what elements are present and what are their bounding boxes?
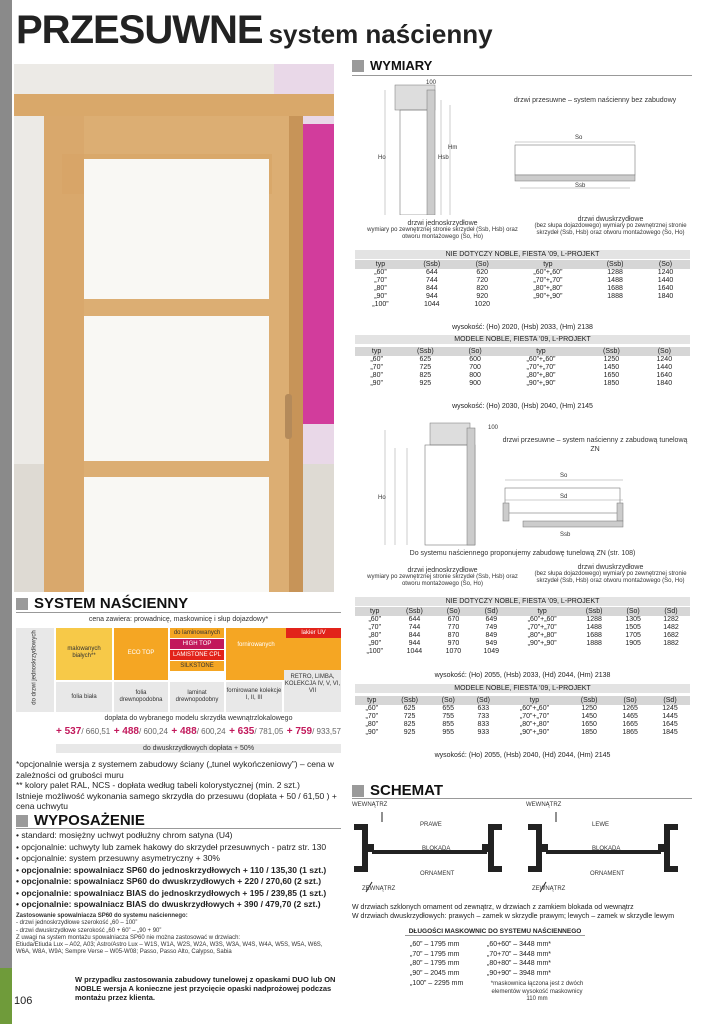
diag-label-ho: Ho — [378, 155, 386, 161]
table-cell: 1688 — [607, 285, 623, 292]
table-cell: 833 — [477, 721, 490, 728]
table-cell: 820 — [476, 285, 489, 292]
table-cell: 949 — [485, 640, 498, 647]
table-cell: 1705 — [625, 632, 641, 639]
column-header: (Ssb) — [394, 607, 434, 616]
table-cell: „60”+„60” — [526, 356, 556, 363]
table-cell: 1440 — [657, 277, 674, 284]
divider — [16, 828, 341, 829]
list-item: • standard: mosiężny uchwyt podłużny chrom satyna (U4) — [16, 830, 233, 840]
table-cell: 1288 — [586, 616, 602, 623]
table-cell: „90” — [365, 729, 378, 736]
column-header: (Ssb) — [398, 347, 452, 356]
col-lamin: do laminowanych HIGH TOP LAMISTONE CPL SILKSTONE — [170, 628, 224, 680]
table-row — [355, 380, 690, 388]
table-cell: 755 — [442, 713, 455, 720]
table-row — [355, 713, 690, 721]
table-row — [355, 293, 690, 301]
sub-fornirowane: fornirowane kolekcje I, II, III — [226, 682, 282, 712]
table-cell: 900 — [469, 380, 481, 387]
table-cell: 925 — [419, 380, 432, 387]
table-cell: 644 — [425, 269, 438, 276]
left-color-strip — [0, 0, 12, 1024]
b2-intro: Do systemu naściennego proponujemy zabudowę tunelową ZN (str. 108) — [409, 550, 636, 557]
section-marker-icon — [352, 60, 364, 72]
list-item: „60” – 1795 mm — [410, 941, 460, 948]
table-cell: 1240 — [657, 269, 674, 276]
diag-label-so: So — [575, 135, 583, 141]
b1-double-head: drzwi dwuskrzydłowe (bez słupa dojazdowego) wymiary po zewnętrznej stronie skrzydeł (Ssb, Hsb) oraz otworu montażowego (So, Ho) — [534, 216, 687, 236]
table-cell: „60”+„60” — [519, 705, 549, 712]
table-cell: 1250 — [581, 705, 597, 712]
wyposazenie-list — [16, 830, 346, 911]
list-item: • opcjonalnie: uchwyty lub zamek hakowy do skrzydeł przesuwnych - patrz str. 130 — [16, 841, 327, 852]
b2-height1: wysokość: (Ho) 2055, (Hsb) 2033, (Hd) 2044, (Hm) 2138 — [355, 671, 690, 680]
divider — [352, 75, 692, 76]
diag2-label-ssb: Ssb — [560, 532, 571, 538]
list-item: • opcjonalnie: spowalniacz BIAS do jednoskrzydłowych + 195 / 239,85 (1 szt.) — [16, 887, 327, 898]
table-row — [355, 285, 690, 293]
table-row — [355, 269, 690, 277]
sub-laminat: laminat drewnopodobny — [170, 682, 224, 712]
table-cell: „90”+„90” — [533, 293, 563, 300]
table-cell: „100” — [372, 301, 389, 308]
table-cell: 1070 — [445, 648, 462, 655]
table-cell: 1688 — [586, 632, 602, 639]
table-cell: 1888 — [607, 293, 623, 300]
table-cell: 670 — [447, 616, 460, 623]
list-item: • opcjonalnie: spowalniacz BIAS do dwuskrzydłowych + 390 / 479,70 (2 szt.) — [16, 899, 321, 909]
table-cell: 1905 — [625, 640, 641, 647]
column-header: (So) — [610, 696, 650, 705]
column-header: typ — [355, 607, 394, 616]
column-header: (Ssb) — [574, 607, 614, 616]
table-cell — [507, 301, 589, 309]
table-cell: 1640 — [657, 285, 674, 292]
table-row — [355, 632, 690, 640]
b1-height2: wysokość: (Ho) 2030, (Hsb) 2040, (Hm) 2145 — [355, 402, 690, 411]
wymiary-heading: WYMIARY — [352, 58, 692, 73]
table-cell — [614, 648, 652, 656]
diag-label-100: 100 — [426, 80, 437, 86]
b2-table2 — [355, 696, 690, 737]
table-cell: 1682 — [663, 632, 679, 639]
col-malowanych: malowanych białych** — [56, 628, 112, 680]
table-cell: 1888 — [586, 640, 602, 647]
section-marker-icon — [16, 598, 28, 610]
price-2: + 488/ 600,24 — [113, 726, 168, 737]
b2-double-head: drzwi dwuskrzydłowe (bez słupa dojazdowego) wymiary po zewnętrznej stronie skrzydeł (Ssb, Hsb) oraz otworu montażowego (So, Ho) — [534, 564, 687, 584]
diagram2-caption: drzwi przesuwne – system naścienny z zabudową tunelową ZN — [502, 437, 688, 453]
table-cell: 1665 — [622, 721, 638, 728]
table-cell: „70”+„70” — [526, 364, 556, 371]
section-marker-icon — [16, 815, 28, 827]
table-cell: 844 — [425, 285, 438, 292]
table-cell: „70” — [374, 277, 387, 284]
list-item: • opcjonalnie: system przesuwny asymetryczny + 30% — [16, 853, 220, 863]
system-price-note: cena zawiera: prowadnicę, maskownicę i słup dojazdowy* — [88, 616, 269, 623]
dimension-table — [355, 696, 690, 737]
table-cell: 1250 — [603, 356, 620, 363]
table-cell: 649 — [485, 616, 498, 623]
table-cell: „70” — [365, 713, 378, 720]
table-row — [355, 364, 690, 372]
divider — [16, 612, 341, 613]
table-cell: „80”+„80” — [533, 285, 563, 292]
table-cell: 1440 — [656, 364, 673, 371]
b2-table1 — [355, 607, 690, 656]
schemat-notes: W drzwiach szklonych ornament od zewnątrz, w drzwiach z zamkiem blokada od wewnątrz W drzwiach dwuskrzydłowych: prawych – zamek w skrzydle prawym; lewych – zamek w skrzydle lewym — [352, 904, 675, 920]
table-cell: 1650 — [603, 372, 620, 379]
table-cell: 1265 — [622, 705, 638, 712]
table-cell: „70”+„70” — [533, 277, 563, 284]
divider — [352, 798, 692, 799]
table-cell: „60” — [370, 356, 383, 363]
table-cell: 1645 — [662, 721, 678, 728]
table-cell: 1850 — [603, 380, 620, 387]
b1-table1 — [355, 260, 690, 309]
table-cell: „80”+„80” — [527, 632, 557, 639]
table-row — [355, 648, 690, 656]
b2-table2-title: MODELE NOBLE, FIESTA ’09, L-PROJEKT — [355, 684, 690, 693]
dimension-table — [355, 347, 690, 388]
diag2-label-100: 100 — [488, 425, 499, 431]
table-cell: 1505 — [625, 624, 641, 631]
list-item: „60+60” – 3448 mm* — [487, 941, 552, 948]
schemat-r-mid: BLOKADA — [592, 846, 621, 852]
table-cell: „60” — [374, 269, 387, 276]
table-cell: „90”+„90” — [527, 640, 557, 647]
column-header: (So) — [434, 607, 472, 616]
list-item: „90+90” – 3948 mm* — [487, 970, 552, 978]
table-cell: 970 — [447, 640, 460, 647]
table-row — [355, 356, 690, 364]
table-cell: „70”+„70” — [519, 713, 549, 720]
b1-table1-title: NIE DOTYCZY NOBLE, FIESTA ’09, L-PROJEKT — [355, 250, 690, 259]
table-row — [355, 277, 690, 285]
table-row — [355, 640, 690, 648]
table-cell: „80” — [365, 721, 378, 728]
doplata-title: dopłata do wybranego modelu skrzydła wewnątrzlokalowego — [104, 715, 293, 722]
rowhead-cell: do drzwi jednoskrzydłowych — [16, 628, 54, 712]
column-header: (So) — [614, 607, 652, 616]
table-cell: 955 — [442, 729, 455, 736]
table-cell: 620 — [476, 269, 489, 276]
table-cell: 770 — [447, 624, 460, 631]
table-row — [355, 624, 690, 632]
table-row — [355, 372, 690, 380]
table-cell: 933 — [477, 729, 490, 736]
table-header-row — [355, 607, 690, 616]
list-item: „80” – 1795 mm — [410, 960, 460, 968]
schemat-diagram — [352, 812, 692, 902]
table-header-row — [355, 347, 690, 356]
sub-retro: RETRO, LIMBA, KOLEKCJA IV, V, VI, VII — [284, 670, 341, 712]
table-cell: 855 — [442, 721, 455, 728]
table-cell — [652, 648, 690, 656]
table-cell: 1840 — [657, 293, 674, 300]
table-cell: 644 — [408, 616, 421, 623]
schemat-l-bottom: ZEWNĄTRZ — [362, 886, 396, 892]
b1-table2 — [355, 347, 690, 388]
column-header: typ — [501, 696, 568, 705]
price-1: + 537/ 660,51 — [56, 726, 111, 737]
column-header: (Ssb) — [568, 696, 610, 705]
table-cell: 1488 — [586, 624, 602, 631]
diagram1-caption: drzwi przesuwne – system naścienny bez zabudowy — [513, 97, 677, 104]
column-header: typ — [355, 347, 398, 356]
schemat-heading: SCHEMAT — [352, 782, 692, 799]
table-cell: 1049 — [483, 648, 500, 655]
b2-height2: wysokość: (Ho) 2055, (Hsb) 2040, (Hd) 2044, (Hm) 2145 — [355, 751, 690, 760]
table-cell: „80”+„80” — [519, 721, 549, 728]
table-cell: „80”+„80” — [526, 372, 556, 379]
sub-folia-drewno: folia drewnopodobna — [114, 682, 168, 712]
b1-height1: wysokość: (Ho) 2020, (Hsb) 2033, (Hm) 2138 — [355, 323, 690, 332]
list-item: „70” – 1795 mm — [410, 950, 460, 958]
column-header: (So) — [458, 260, 507, 269]
table-row — [355, 721, 690, 729]
mask-left-list — [410, 940, 490, 989]
table-cell: „90” — [368, 640, 381, 647]
table-cell: „60”+„60” — [533, 269, 563, 276]
table-cell: 844 — [408, 632, 421, 639]
table-cell: „70”+„70” — [527, 624, 557, 631]
table-cell: „80” — [370, 372, 383, 379]
column-header: (Ssb) — [389, 696, 431, 705]
table-cell: 1288 — [607, 269, 623, 276]
page-title: PRZESUWNE system naścienny — [16, 8, 493, 52]
diag-label-ssb: Ssb — [575, 183, 586, 189]
table-cell: 1305 — [625, 616, 641, 623]
column-header: (Ssb) — [589, 260, 641, 269]
table-cell: 1482 — [663, 624, 679, 631]
footer-note: W przypadku zastosowania zabudowy tunelowej z opaskami DUO lub ON NOBLE wersja A konieczne jest przycięcie opaski nadprożowej podczas montażu przez klienta. — [75, 975, 336, 1002]
column-header: (Sd) — [652, 607, 690, 616]
table-cell: 825 — [419, 372, 432, 379]
table-cell: 870 — [447, 632, 460, 639]
b2-table1-title: NIE DOTYCZY NOBLE, FIESTA ’09, L-PROJEKT — [355, 597, 690, 606]
table-cell: 749 — [485, 624, 498, 631]
list-item: • opcjonalnie: spowalniacz SP60 do dwuskrzydłowych + 220 / 270,60 (2 szt.) — [16, 876, 322, 886]
table-row — [355, 301, 690, 309]
b2-single-head: drzwi jednoskrzydłowe wymiary po zewnętrznej stronie skrzydeł (Ssb, Hsb) oraz otworu montażowego (So, Ho) — [367, 567, 518, 587]
table-cell: 655 — [442, 705, 455, 712]
table-cell: „60”+„60” — [527, 616, 557, 623]
list-item: • opcjonalnie: spowalniacz SP60 do jednoskrzydłowych + 110 / 135,30 (1 szt.) — [16, 864, 327, 875]
list-item: „100” – 2295 mm — [410, 979, 464, 987]
wyposazenie-heading: WYPOSAŻENIE — [16, 812, 341, 829]
table-cell: 1240 — [656, 356, 673, 363]
table-cell: 1840 — [656, 380, 673, 387]
table-cell: „100” — [366, 648, 383, 655]
sub-folia-biala: folia biała — [56, 682, 112, 712]
b1-table2-title: MODELE NOBLE, FIESTA ’09, L-PROJEKT — [355, 335, 690, 344]
schemat-l-mid: BLOKADA — [422, 846, 451, 852]
schemat-r-bottom: ZEWNĄTRZ — [532, 886, 566, 892]
table-cell: 1882 — [663, 640, 679, 647]
column-header: typ — [510, 607, 574, 616]
column-header: typ — [498, 347, 585, 356]
price-4: + 635/ 781,05 — [229, 726, 284, 737]
diag2-label-ho: Ho — [378, 495, 386, 501]
table-cell: 1245 — [662, 705, 678, 712]
diag-label-hsb: Hsb — [438, 155, 449, 161]
table-cell: 1650 — [581, 721, 597, 728]
list-item: „80+80” – 3448 mm* — [487, 960, 552, 968]
table-row — [355, 705, 690, 713]
table-cell: „80” — [374, 285, 387, 292]
table-cell: 1450 — [603, 364, 620, 371]
table-cell: 633 — [477, 705, 490, 712]
table-cell: 944 — [425, 293, 438, 300]
table-cell: 925 — [403, 729, 416, 736]
table-cell: 720 — [476, 277, 489, 284]
table-cell — [574, 648, 614, 656]
table-cell — [641, 301, 690, 309]
table-cell: 1044 — [406, 648, 423, 655]
column-header: (So) — [639, 347, 690, 356]
system-price-grid — [16, 628, 341, 756]
schemat-r-top: WEWNĄTRZ — [526, 802, 562, 808]
table-cell: 625 — [403, 705, 416, 712]
list-item: „90” – 2045 mm — [410, 970, 460, 978]
col-ecotop: ECO TOP — [114, 628, 168, 680]
table-cell: 700 — [469, 364, 481, 371]
table-cell — [510, 648, 574, 656]
system-heading: SYSTEM NAŚCIENNY — [16, 595, 341, 612]
door-photo-illustration — [14, 64, 334, 592]
table-cell: 744 — [425, 277, 438, 284]
col-forn: lakier UV fornirowanych — [226, 628, 341, 680]
table-cell: 725 — [403, 713, 416, 720]
column-header: typ — [355, 260, 406, 269]
schemat-l-top: WEWNĄTRZ — [352, 802, 388, 808]
schemat-l-side: PRAWE — [420, 822, 442, 828]
table-cell: „90”+„90” — [526, 380, 556, 387]
table-cell: 800 — [469, 372, 481, 379]
price-3: + 488/ 600,24 — [171, 726, 226, 737]
schemat-r-orn: ORNAMENT — [590, 871, 625, 877]
column-header: (Sd) — [466, 696, 501, 705]
table-cell: „90”+„90” — [519, 729, 549, 736]
table-row — [355, 616, 690, 624]
table-cell: 1282 — [663, 616, 679, 623]
dimension-table — [355, 607, 690, 656]
table-cell: „60” — [365, 705, 378, 712]
column-header: (So) — [431, 696, 466, 705]
column-header: (So) — [453, 347, 498, 356]
table-cell: 1445 — [662, 713, 678, 720]
double-note: do dwuskrzydłowych dopłata + 50% — [56, 744, 341, 753]
table-cell: 920 — [476, 293, 489, 300]
table-cell: „90” — [370, 380, 383, 387]
price-5: + 759/ 933,57 — [286, 726, 341, 737]
schemat-l-orn: ORNAMENT — [420, 871, 455, 877]
column-header: typ — [507, 260, 589, 269]
table-row — [355, 729, 690, 737]
table-cell: „70” — [370, 364, 383, 371]
mask-title: DŁUGOŚCI MASKOWNIC DO SYSTEMU NAŚCIENNEGO — [405, 928, 585, 936]
column-header: (Ssb) — [406, 260, 458, 269]
table-cell — [589, 301, 641, 309]
table-cell: 849 — [485, 632, 498, 639]
column-header: (Ssb) — [584, 347, 638, 356]
table-cell: 1465 — [622, 713, 638, 720]
dimension-table — [355, 260, 690, 309]
table-cell: 1865 — [622, 729, 638, 736]
table-cell: 725 — [419, 364, 432, 371]
system-notes: *opcjonalnie wersja z systemem zabudowy ściany („tunel wykończeniowy”) – cena w zależności od grubości muru ** kolory palet RAL, NCS - dopłata według tabeli kolorystycznej (min. 2 szt.) Istnieje możliwość wykonania samego skrzydła do przesuwu (dopłata + 50 / 61,50 ) + cena uchwytu — [16, 759, 337, 811]
table-cell: 1020 — [474, 301, 490, 308]
schemat-r-side: LEWE — [592, 822, 610, 828]
table-cell: 1640 — [656, 372, 673, 379]
b1-single-head: drzwi jednoskrzydłowe wymiary po zewnętrznej stronie skrzydeł (Ssb, Hsb) oraz otworu montażowego (So, Ho) — [367, 220, 518, 240]
price-row — [56, 726, 341, 740]
table-cell: 733 — [477, 713, 490, 720]
table-cell: 1450 — [581, 713, 597, 720]
table-cell: 1845 — [662, 729, 678, 736]
list-item: „70+70” – 3448 mm* — [487, 950, 552, 958]
table-header-row — [355, 696, 690, 705]
table-cell: 600 — [469, 356, 481, 363]
table-cell: 944 — [408, 640, 421, 647]
column-header: (Sd) — [472, 607, 510, 616]
diag2-label-so: So — [560, 473, 568, 479]
table-cell: 1044 — [424, 301, 440, 308]
table-cell: „90” — [374, 293, 387, 300]
page-tab — [0, 968, 12, 1024]
table-cell: „80” — [368, 632, 381, 639]
column-header: typ — [355, 696, 389, 705]
column-header: (Sd) — [650, 696, 690, 705]
table-cell: 825 — [403, 721, 416, 728]
diag2-label-sd: Sd — [560, 494, 568, 500]
door-photo — [14, 64, 334, 592]
mask-note: *maskownica łączona jest z dwóch elementów wysokość maskownicy 110 mm — [490, 981, 584, 1002]
diag-label-hm: Hm — [448, 145, 458, 151]
table-cell: 744 — [408, 624, 421, 631]
table-cell: 1850 — [581, 729, 597, 736]
section-marker-icon — [352, 785, 364, 797]
mask-right-list — [487, 940, 587, 979]
table-cell: „60” — [368, 616, 381, 623]
column-header: (So) — [641, 260, 690, 269]
wyposazenie-small-notes: Zastosowanie spowalniacza SP60 do systemu naściennego: - drzwi jednoskrzydłowe szerokość „60 – 100” - drzwi dwuskrzydłowe szerokość „60 + 60” – „90 + 90” Z uwagi na system montażu spowalniacza SP60 nie można zastosować w drzwiach: Etiuda/Etiuda Lux – A02, A03; Astro/Astro Lux – W1S, W1A, W2S, W2A, W3S, W3A, W4S, W4A, W5S, W5A, W6S, W6A, W8A, W9A; Sempre Verse – W05-W08; Passo, Passo Alto, Calypso, Sabia — [16, 913, 323, 956]
table-cell: 1488 — [607, 277, 623, 284]
page-number: 106 — [14, 995, 33, 1007]
table-cell: „70” — [368, 624, 381, 631]
table-cell: 625 — [419, 356, 432, 363]
table-header-row — [355, 260, 690, 269]
